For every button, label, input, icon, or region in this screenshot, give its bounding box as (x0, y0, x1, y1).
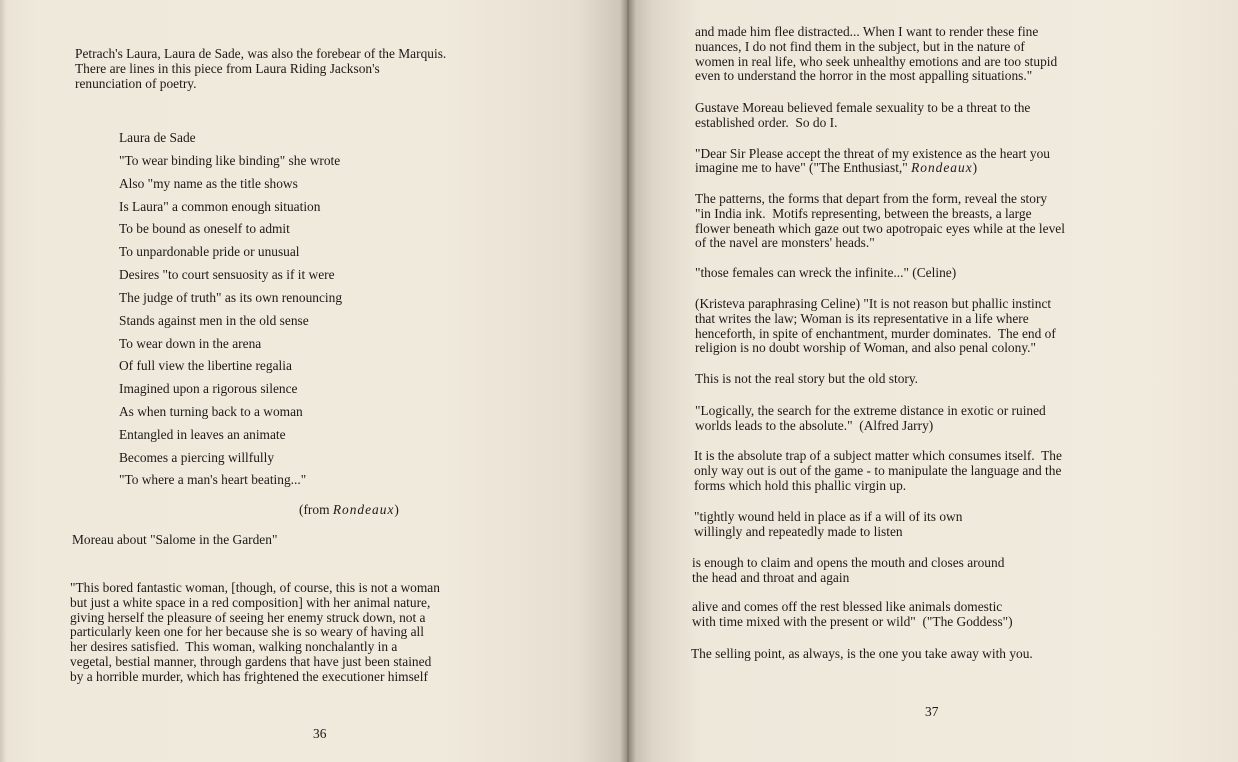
book-gutter (620, 0, 636, 762)
moreau-quote: "This bored fantastic woman, [though, of course, this is not a woman but just a white space in a red composition] with her animal nature, giving herself the pleasure of seeing her enemy struck down, not a particularly keen one for her because she is so weary of having all her desires satisfied. This woman, walking nonchalantly in a vegetal, bestial manner, through gardens that have just been stained by a horrible murder, which has frightened the executioner himself (70, 580, 440, 684)
poem-line: Laura de Sade (119, 130, 196, 145)
right-page (628, 0, 1238, 762)
poem-line: As when turning back to a woman (119, 404, 303, 419)
source-title: Rondeaux (911, 160, 973, 175)
poem-source: (from Rondeaux) (299, 502, 399, 517)
poem-line: The judge of truth" as its own renouncing (119, 290, 343, 305)
poem-line: Imagined upon a rigorous silence (119, 381, 298, 396)
page-number-left: 36 (313, 726, 327, 741)
paragraph: This is not the real story but the old story. (695, 371, 919, 386)
paragraph: Gustave Moreau believed female sexuality to be a threat to the established order. So do I. (695, 100, 1031, 130)
verse-stanza: is enough to claim and opens the mouth and closes around the head and throat and again (692, 555, 1005, 585)
moreau-heading: Moreau about "Salome in the Garden" (72, 532, 278, 547)
poem-line: "To where a man's heart beating..." (119, 472, 307, 487)
page-edge (0, 0, 6, 762)
paragraph: "Logically, the search for the extreme distance in exotic or ruined worlds leads to the absolute." (Alfred Jarry) (695, 403, 1046, 433)
paragraph-line: imagine me to have" ("The Enthusiast," Rondeaux) (695, 160, 978, 175)
poem-line: Desires "to court sensuosity as if it were (119, 267, 335, 282)
poem-line: Is Laura" a common enough situation (119, 199, 321, 214)
poem-line: To be bound as oneself to admit (119, 221, 290, 236)
paragraph: The patterns, the forms that depart from the form, reveal the story "in India ink. Motifs representing, between the breasts, a large flower beneath which gaze out two apotropaic eyes while at the level of the navel are monsters' heads." (695, 191, 1065, 251)
paragraph: The selling point, as always, is the one you take away with you. (691, 646, 1033, 661)
poem-line: To wear down in the arena (119, 336, 262, 351)
paragraph: (Kristeva paraphrasing Celine) "It is not reason but phallic instinct that writes the law; Woman is its representative in a life where henceforth, in spite of enchantment, murder dominates. The end of religion is no doubt worship of Woman, and also penal colony." (695, 296, 1056, 356)
poem-line: "To wear binding like binding" she wrote (119, 153, 341, 168)
paragraph: "those females can wreck the infinite..." (Celine) (695, 265, 957, 280)
page-number-right: 37 (925, 704, 939, 719)
poem-line: Stands against men in the old sense (119, 313, 309, 328)
poem-line: Entangled in leaves an animate (119, 427, 286, 442)
paragraph-line: "Dear Sir Please accept the threat of my existence as the heart you (695, 146, 1050, 161)
paragraph: and made him flee distracted... When I want to render these fine nuances, I do not find them in the subject, but in the nature of women in real life, who seek unhealthy emotions and are too stupid even to understand the horror in the most appalling situations." (695, 24, 1058, 84)
verse-stanza: "tightly wound held in place as if a will of its own willingly and repeatedly made to listen (694, 509, 963, 539)
poem-line: Also "my name as the title shows (119, 176, 298, 191)
paragraph: It is the absolute trap of a subject matter which consumes itself. The only way out is out of the game - to manipulate the language and the forms which hold this phallic virgin up. (694, 448, 1062, 493)
verse-stanza: alive and comes off the rest blessed like animals domestic with time mixed with the present or wild" ("The Goddess") (692, 599, 1013, 629)
source-title: Rondeaux (332, 502, 395, 517)
poem-line: Of full view the libertine regalia (119, 358, 292, 373)
intro-paragraph: Petrach's Laura, Laura de Sade, was also the forebear of the Marquis. There are lines in this piece from Laura Riding Jackson's renunciation of poetry. (75, 46, 447, 91)
poem-line: To unpardonable pride or unusual (119, 244, 300, 259)
poem-line: Becomes a piercing willfully (119, 450, 275, 465)
